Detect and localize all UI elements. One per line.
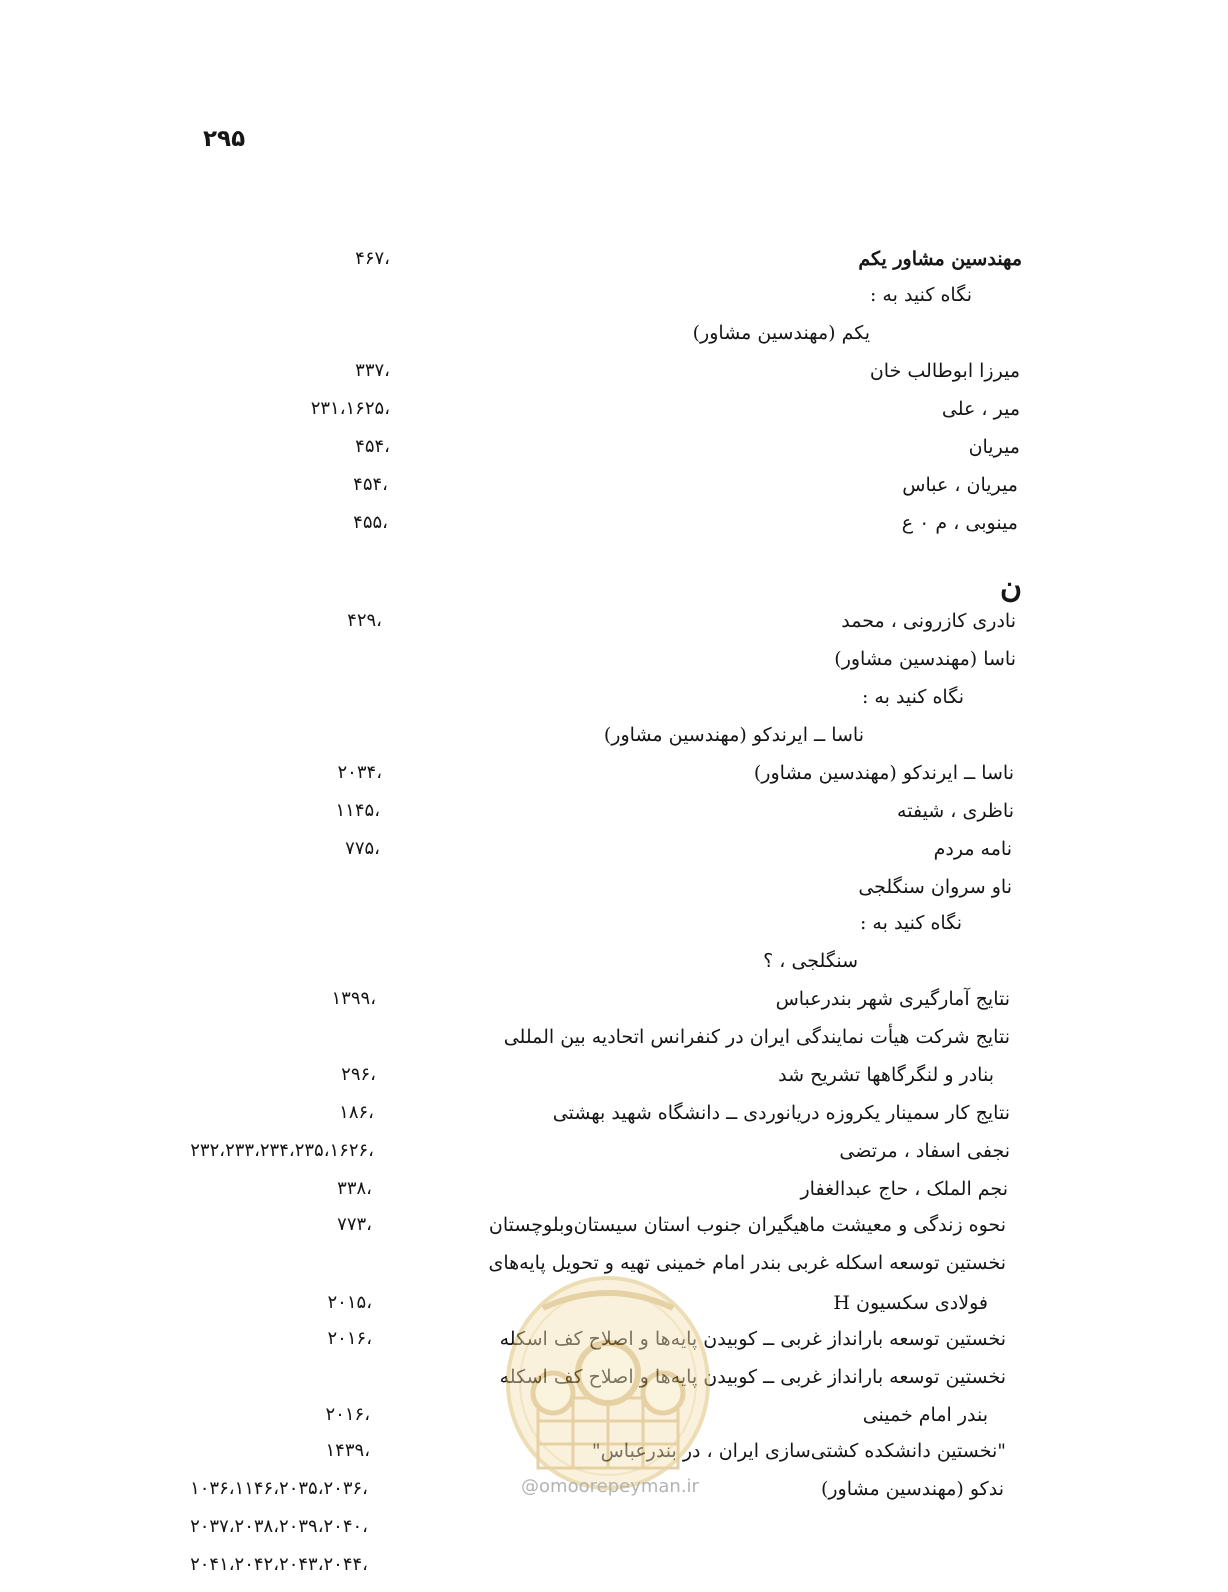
index-entry: میریان bbox=[968, 436, 1020, 458]
index-entry: میریان ، عباس bbox=[902, 474, 1018, 496]
page-refs: ۴۶۷، bbox=[355, 248, 390, 269]
page-refs: ۴۵۴، bbox=[353, 474, 388, 495]
page-refs: ۳۳۷، bbox=[355, 360, 390, 381]
watermark-site: @omoorepeyman.ir bbox=[521, 1476, 699, 1497]
index-entry-continuation: بندر امام خمینی bbox=[862, 1404, 988, 1426]
page-refs: ۱۴۳۹، bbox=[325, 1440, 370, 1461]
index-entry: ناو سروان سنگلجی bbox=[858, 876, 1012, 898]
index-entry: نتایج شرکت هیأت نمایندگی ایران در کنفرانس اتحادیه بین المللی bbox=[503, 1026, 1010, 1048]
index-entry: "نخستین دانشکده کشتی‌سازی ایران ، در بندرعباس" bbox=[591, 1440, 1006, 1462]
page-refs: ۲۳۱،۱۶۲۵، bbox=[310, 398, 390, 419]
page-refs: ۲۰۱۶، bbox=[327, 1328, 372, 1349]
page-refs: ۲۰۴۱،۲۰۴۲،۲۰۴۳،۲۰۴۴، bbox=[190, 1554, 368, 1575]
page-refs: ۷۷۳، bbox=[337, 1214, 372, 1235]
see-target: یکم (مهندسین مشاور) bbox=[692, 322, 870, 344]
page-refs: ۱۱۴۵، bbox=[335, 800, 380, 821]
page-refs: ۲۰۳۷،۲۰۳۸،۲۰۳۹،۲۰۴۰، bbox=[190, 1516, 368, 1537]
index-entry: نامه مردم bbox=[933, 838, 1012, 860]
index-entry: نتایج کار سمینار یکروزه دریانوردی ــ دانشگاه شهید بهشتی bbox=[552, 1102, 1010, 1124]
index-entry: ندکو (مهندسین مشاور) bbox=[820, 1478, 1004, 1500]
page-refs: ۴۲۹، bbox=[347, 610, 382, 631]
index-entry: ناسا ــ ایرندکو (مهندسین مشاور) bbox=[753, 762, 1014, 784]
see-target: ناسا ــ ایرندکو (مهندسین مشاور) bbox=[603, 724, 864, 746]
page-refs: ۲۰۱۵، bbox=[327, 1292, 372, 1313]
index-entry: ناظری ، شیفته bbox=[897, 800, 1014, 822]
page-number: ۲۹۵ bbox=[203, 126, 246, 152]
see-target: سنگلجی ، ؟ bbox=[763, 950, 858, 972]
index-entry: نجفی اسفاد ، مرتضی bbox=[839, 1140, 1010, 1162]
index-entry: نخستین توسعه بارانداز غربی ــ کوبیدن پایه‌ها و اصلاح کف اسکله bbox=[499, 1328, 1006, 1350]
see-reference: نگاه کنید به : bbox=[859, 912, 962, 934]
index-entry: نحوه زندگی و معیشت ماهیگیران جنوب استان سیستان‌وبلوچستان bbox=[488, 1214, 1006, 1236]
see-reference: نگاه کنید به : bbox=[869, 284, 972, 306]
page-refs: ۲۰۱۶، bbox=[325, 1404, 370, 1425]
index-entry: نتایج آمارگیری شهر بندرعباس bbox=[775, 988, 1010, 1010]
index-entry: میرزا ابوطالب خان bbox=[869, 360, 1020, 382]
page-refs: ۱۳۹۹، bbox=[331, 988, 376, 1009]
page-refs: ۳۳۸، bbox=[337, 1178, 372, 1199]
index-entry: مینوبی ، م ۰ ع bbox=[901, 512, 1018, 534]
index-entry: نادری کازرونی ، محمد bbox=[841, 610, 1016, 632]
page-refs: ۴۵۵، bbox=[353, 512, 388, 533]
letter-heading: ن bbox=[999, 570, 1022, 605]
page-refs: ۲۹۶، bbox=[341, 1064, 376, 1085]
page-refs: ۱۰۳۶،۱۱۴۶،۲۰۳۵،۲۰۳۶، bbox=[190, 1478, 368, 1499]
index-entry: ناسا (مهندسین مشاور) bbox=[834, 648, 1016, 670]
index-entry: نجم الملک ، حاج عبدالغفار bbox=[800, 1178, 1008, 1200]
index-entry: مهندسین مشاور یکم bbox=[858, 248, 1022, 270]
index-entry-continuation: فولادی سکسیون H bbox=[833, 1292, 988, 1314]
index-entry: نخستین توسعه اسکله غربی بندر امام خمینی تهیه و تحویل پایه‌های bbox=[488, 1252, 1006, 1274]
index-entry-continuation: بنادر و لنگرگاهها تشریح شد bbox=[778, 1064, 994, 1086]
page-refs: ۲۳۲،۲۳۳،۲۳۴،۲۳۵،۱۶۲۶، bbox=[190, 1140, 374, 1161]
index-entry: میر ، علی bbox=[941, 398, 1020, 420]
index-entry: نخستین توسعه بارانداز غربی ــ کوبیدن پایه‌ها و اصلاح کف اسکله bbox=[499, 1366, 1006, 1388]
page-refs: ۴۵۴، bbox=[355, 436, 390, 457]
page-refs: ۷۷۵، bbox=[345, 838, 380, 859]
see-reference: نگاه کنید به : bbox=[861, 686, 964, 708]
page-refs: ۱۸۶، bbox=[339, 1102, 374, 1123]
page-refs: ۲۰۳۴، bbox=[337, 762, 382, 783]
